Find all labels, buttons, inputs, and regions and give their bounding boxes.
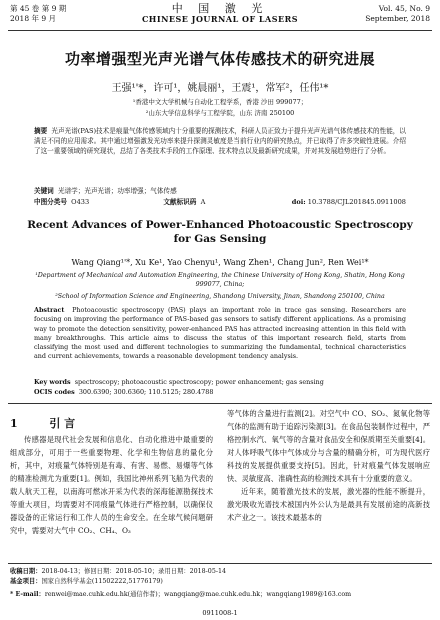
keywords-en-text: spectroscopy; photoacoustic spectroscopy; power enhancement; gas sensing <box>74 378 324 386</box>
abstract-cn-text: 光声光谱(PAS)技术是痕量气体传感领域内十分重要的探测技术，科研人员正致力于提升光声光谱气体传感技术的性能，以满足不同的应用需求。其中通过增强激发光功率来提升探测灵敏度是当前行业内的研究热点，并已取得了许多突破性进展。介绍了这一重要领域的研究现状，总结了各类技术手段的工作原理、技术特点以及最新研究成果，并对其发展趋势进行了分析。 <box>34 127 406 156</box>
classification-cn <box>34 197 406 207</box>
authors-en: Wang Qiang¹'*, Xu Ke¹, Yao Chenyu¹, Wang Zhen¹, Chang Jun², Ren Wei¹* <box>71 258 369 267</box>
ocis-label: OCIS codes <box>34 388 75 396</box>
affiliation-cn-2: ²山东大学信息科学与工程学院，山东 济南 250100 <box>145 109 295 117</box>
footnote-email <box>10 590 430 599</box>
section-number: 1 <box>10 417 18 430</box>
doc-code-value: A <box>200 198 206 206</box>
journal-name-cn: 中 国 激 光 <box>171 2 269 15</box>
running-header <box>10 4 430 32</box>
volume-en: Vol. 45, No. 9 <box>378 4 430 13</box>
body-paragraph: 传感器是现代社会发展和信息化、自动化推进中最重要的组成部分，可用于一些重要物理、化学和生物信息的量化分析，其中，对痕量气体特别是有毒、有害、易燃、易爆等气体的精准检测尤为重要[1]。例如，我国比神州系列飞船为代表的载人航天工程，以南海可燃冰开采为代表的深海能源勘探技术等重大项目，均需要对不同痕量气体进行严格控制，以确保仪器设备的正常运行和工作人员的生命安全。在全球气候问题研究中，需要对大气中 CO₂、CH₄、O₃ <box>10 435 213 535</box>
section-title: 引 言 <box>49 417 76 430</box>
keywords-cn-label: 关键词 <box>34 187 54 195</box>
footnote-label: 基金项目： <box>10 578 42 585</box>
journal-name-en: CHINESE JOURNAL OF LASERS <box>141 14 299 24</box>
footnote-rule <box>8 563 432 564</box>
footnote-funding <box>10 577 430 586</box>
cls-value: O433 <box>71 198 90 206</box>
keywords-cn <box>34 186 406 196</box>
abstract-en-label: Abstract <box>34 306 65 314</box>
affiliation-en-2: ²School of Information Science and Engineering, Shandong University, Jinan, Shandong 250100, China <box>55 293 385 300</box>
abstract-rule <box>8 403 432 404</box>
volume-cn: 第 45 卷 第 9 期 <box>10 4 67 13</box>
doc-code-label: 文献标识码 <box>163 198 197 206</box>
header-right <box>365 4 430 24</box>
body-right-column <box>227 407 430 524</box>
footnote-received <box>10 567 430 576</box>
affiliation-en-1: ¹Department of Mechanical and Automation Engineering, the Chinese University of Hong Kong, Shatin, Hong Kong 999077, China; <box>35 272 405 288</box>
keywords-en <box>34 378 406 387</box>
cls-label: 中图分类号 <box>34 198 67 206</box>
keywords-en-label: Key words <box>34 378 71 386</box>
abstract-cn-label: 摘要 <box>34 127 48 135</box>
footnote-text: 2018-04-13；修回日期：2018-05-10；录用日期：2018-05-14 <box>41 568 226 575</box>
doi-link[interactable]: 10.3788/CJL201845.0911008 <box>307 198 406 206</box>
ocis-text: 300.6390; 300.6360; 110.5125; 280.4788 <box>78 388 214 396</box>
body-paragraph: 近年来，随着激光技术的发展，激光器的性能不断提升，激光吸收光谱技术被国内外公认为是最具有发展前途的高新技术产业之一。该技术最基本的 <box>227 487 430 522</box>
abstract-en <box>34 306 406 362</box>
header-rule <box>8 30 432 31</box>
body-left-column <box>10 433 213 537</box>
abstract-cn <box>34 126 406 157</box>
footnote-label: * E-mail： <box>10 591 45 598</box>
date-cn: 2018 年 9 月 <box>10 14 57 23</box>
keywords-cn-text: 光谱学；光声光谱；功率增强；气体传感 <box>57 187 177 195</box>
authors-cn: 王强¹'*，许可¹，姚晨丽¹，王震¹，常军²，任伟¹* <box>111 83 329 94</box>
date-en: September, 2018 <box>365 14 430 23</box>
paper-title-en: Recent Advances of Power-Enhanced Photoacoustic Spectroscopy for Gas Sensing <box>27 219 413 245</box>
ocis-codes <box>34 388 406 397</box>
abstract-en-text: Photoacoustic spectroscopy (PAS) plays an important role in trace gas sensing. Researchers are focusing on improving the performance of PAS-based gas sensors to satisfy different applications. As a promising way to promote the detection sensitivity, power-enhanced PAS has attracted increasing attention in this field with many breakthroughs. This article aims to discuss the status of this important research field, starts from classifying the most used and different technologies to summarizing the fundamental, technical characteristics and current achievements, towards a reasonable development tendency analysis. <box>34 306 406 361</box>
footnote-text: renwei@mae.cuhk.edu.hk(通信作者)；wangqiang@mae.cuhk.edu.hk；wangqiang1989@163.com <box>44 591 352 598</box>
paper-title-cn: 功率增强型光声光谱气体传感技术的研究进展 <box>64 50 375 68</box>
footnote-label: 收稿日期： <box>10 568 42 575</box>
doi-label: doi: <box>291 198 306 206</box>
affiliation-cn-1: ¹香港中文大学机械与自动化工程学系，香港 沙田 999077； <box>132 98 308 106</box>
page-code: 0911008-1 <box>202 609 238 617</box>
footnote-text: 国家自然科学基金(11502222,51776179) <box>41 578 163 585</box>
body-paragraph: 等气体的含量进行监测[2]。对空气中 CO、SO₂、氮氧化物等气体的监测有助于追踪污染源[3]。在食品包装制作过程中，严格控制水汽、氧气等的含量对食品安全和保质期至关重要[4]。对人体呼吸气体中气体成分与含量的精确分析，可为现代医疗科技的发展提供重要支持[5]。因此，针对痕量气体发展响应快、灵敏度高、准确性高的检测技术具有十分重要的意义。 <box>227 409 430 483</box>
section-heading <box>10 415 75 431</box>
